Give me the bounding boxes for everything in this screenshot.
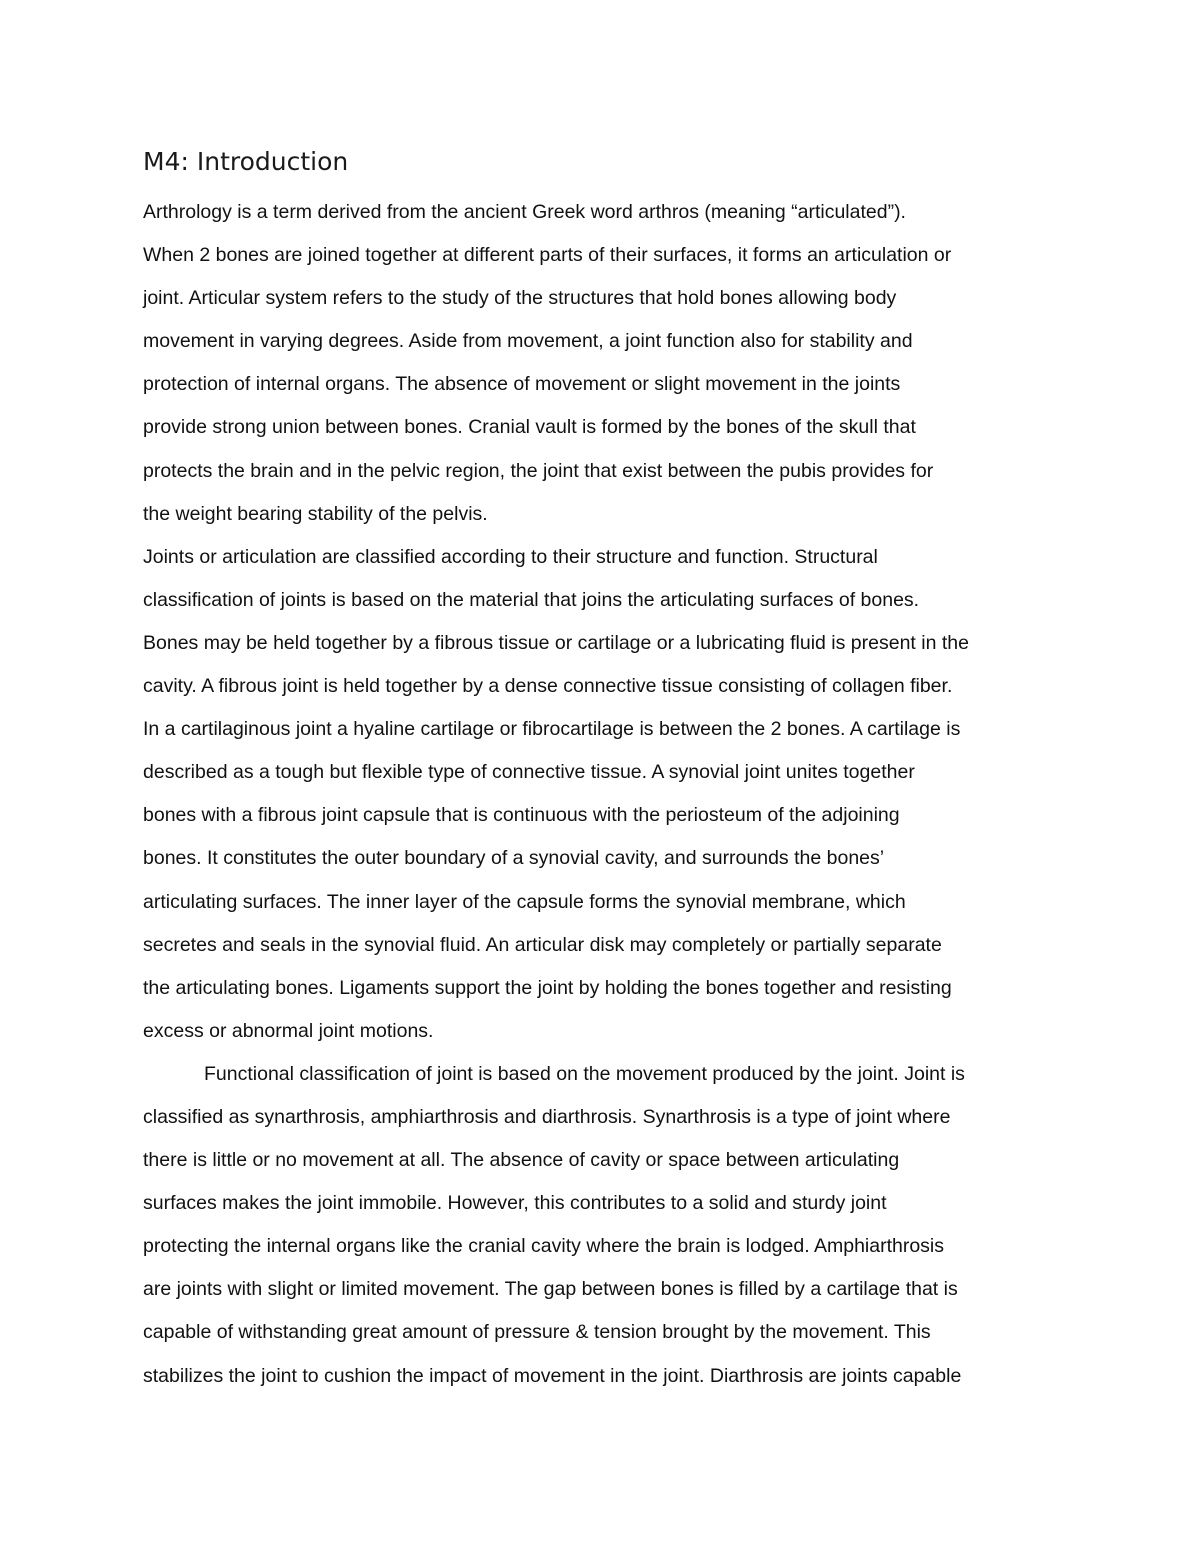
text-line: movement in varying degrees. Aside from movement, a joint function also for stability and — [143, 330, 913, 353]
text-line: protects the brain and in the pelvic region, the joint that exist between the pubis provides for — [143, 459, 934, 482]
text-line: In a cartilaginous joint a hyaline cartilage or fibrocartilage is between the 2 bones. A cartilage is — [143, 718, 961, 741]
text-line: excess or abnormal joint motions. — [143, 1019, 434, 1042]
text-line: there is little or no movement at all. The absence of cavity or space between articulating — [143, 1149, 900, 1172]
text-line: bones with a fibrous joint capsule that is continuous with the periosteum of the adjoining — [143, 804, 900, 827]
text-line: When 2 bones are joined together at different parts of their surfaces, it forms an articulation or — [143, 244, 952, 267]
text-line: the weight bearing stability of the pelvis. — [143, 502, 488, 525]
text-line: described as a tough but flexible type of connective tissue. A synovial joint unites together — [143, 761, 915, 784]
text-line: the articulating bones. Ligaments support the joint by holding the bones together and resisting — [143, 976, 952, 999]
text-line: bones. It constitutes the outer boundary of a synovial cavity, and surrounds the bones’ — [143, 847, 885, 870]
text-line: joint. Articular system refers to the study of the structures that hold bones allowing body — [143, 287, 897, 310]
text-line: are joints with slight or limited movement. The gap between bones is filled by a cartilage that is — [143, 1278, 958, 1301]
text-line: secretes and seals in the synovial fluid. An articular disk may completely or partially separate — [143, 933, 942, 956]
text-line: protection of internal organs. The absence of movement or slight movement in the joints — [143, 373, 901, 396]
text-line: Arthrology is a term derived from the ancient Greek word arthros (meaning “articulated”). — [143, 201, 906, 223]
text-line: classified as synarthrosis, amphiarthrosis and diarthrosis. Synarthrosis is a type of joint where — [143, 1105, 951, 1128]
text-line: classification of joints is based on the material that joins the articulating surfaces of bones. — [143, 588, 920, 611]
body-text — [143, 191, 969, 1398]
text-line: protecting the internal organs like the cranial cavity where the brain is lodged. Amphiarthrosis — [143, 1235, 945, 1258]
page-title: M4: Introduction — [143, 147, 349, 176]
text-line: cavity. A fibrous joint is held together by a dense connective tissue consisting of collagen fiber. — [143, 675, 953, 698]
text-line: provide strong union between bones. Cranial vault is formed by the bones of the skull that — [143, 416, 916, 439]
text-line: Joints or articulation are classified according to their structure and function. Structural — [143, 545, 878, 568]
text-line: capable of withstanding great amount of pressure & tension brought by the movement. This — [143, 1321, 931, 1344]
text-line: Bones may be held together by a fibrous tissue or cartilage or a lubricating fluid is present in the — [143, 631, 969, 654]
text-line: Functional classification of joint is based on the movement produced by the joint. Joint is — [204, 1062, 965, 1085]
text-line: surfaces makes the joint immobile. However, this contributes to a solid and sturdy joint — [143, 1192, 887, 1215]
text-line: articulating surfaces. The inner layer of the capsule forms the synovial membrane, which — [143, 890, 906, 913]
text-line: stabilizes the joint to cushion the impact of movement in the joint. Diarthrosis are joints capable — [143, 1364, 962, 1387]
